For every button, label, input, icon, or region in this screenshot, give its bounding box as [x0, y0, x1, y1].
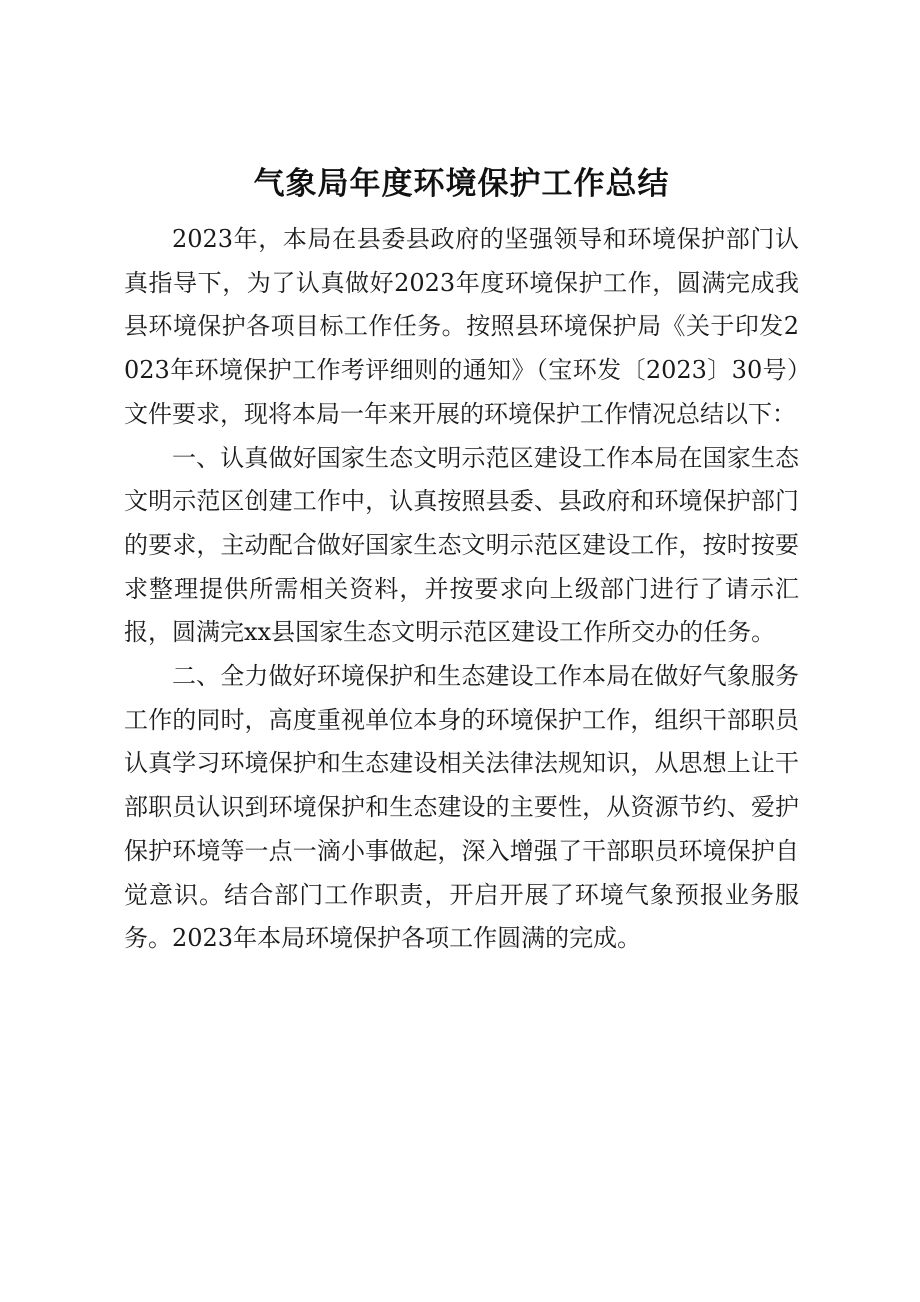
paragraph-intro: 2023年，本局在县委县政府的坚强领导和环境保护部门认真指导下，为了认真做好2023年度环境保护工作，圆满完成我县环境保护各项目标工作任务。按照县环境保护局《关于印发2023年环境保护工作考评细则的通知》（宝环发〔2023〕30号）文件要求，现将本局一年来开展的环境保护工作情况总结以下： — [124, 225, 799, 428]
document-title: 气象局年度环境保护工作总结 — [253, 166, 670, 202]
document-body — [124, 218, 799, 961]
paragraph-section-2: 二、全力做好环境保护和生态建设工作本局在做好气象服务工作的同时，高度重视单位本身的环境保护工作，组织干部职员认真学习环境保护和生态建设相关法律法规知识，从思想上让干部职员认识到环境保护和生态建设的主要性，从资源节约、爱护保护环境等一点一滴小事做起，深入增强了干部职员环境保护自觉意识。结合部门工作职责，开启开展了环境气象预报业务服务。2023年本局环境保护各项工作圆满的完成。 — [124, 662, 799, 953]
paragraph-section-1: 一、认真做好国家生态文明示范区建设工作本局在国家生态文明示范区创建工作中，认真按照县委、县政府和环境保护部门的要求，主动配合做好国家生态文明示范区建设工作，按时按要求整理提供所需相关资料，并按要求向上级部门进行了请示汇报，圆满完xx县国家生态文明示范区建设工作所交办的任务。 — [124, 443, 799, 647]
